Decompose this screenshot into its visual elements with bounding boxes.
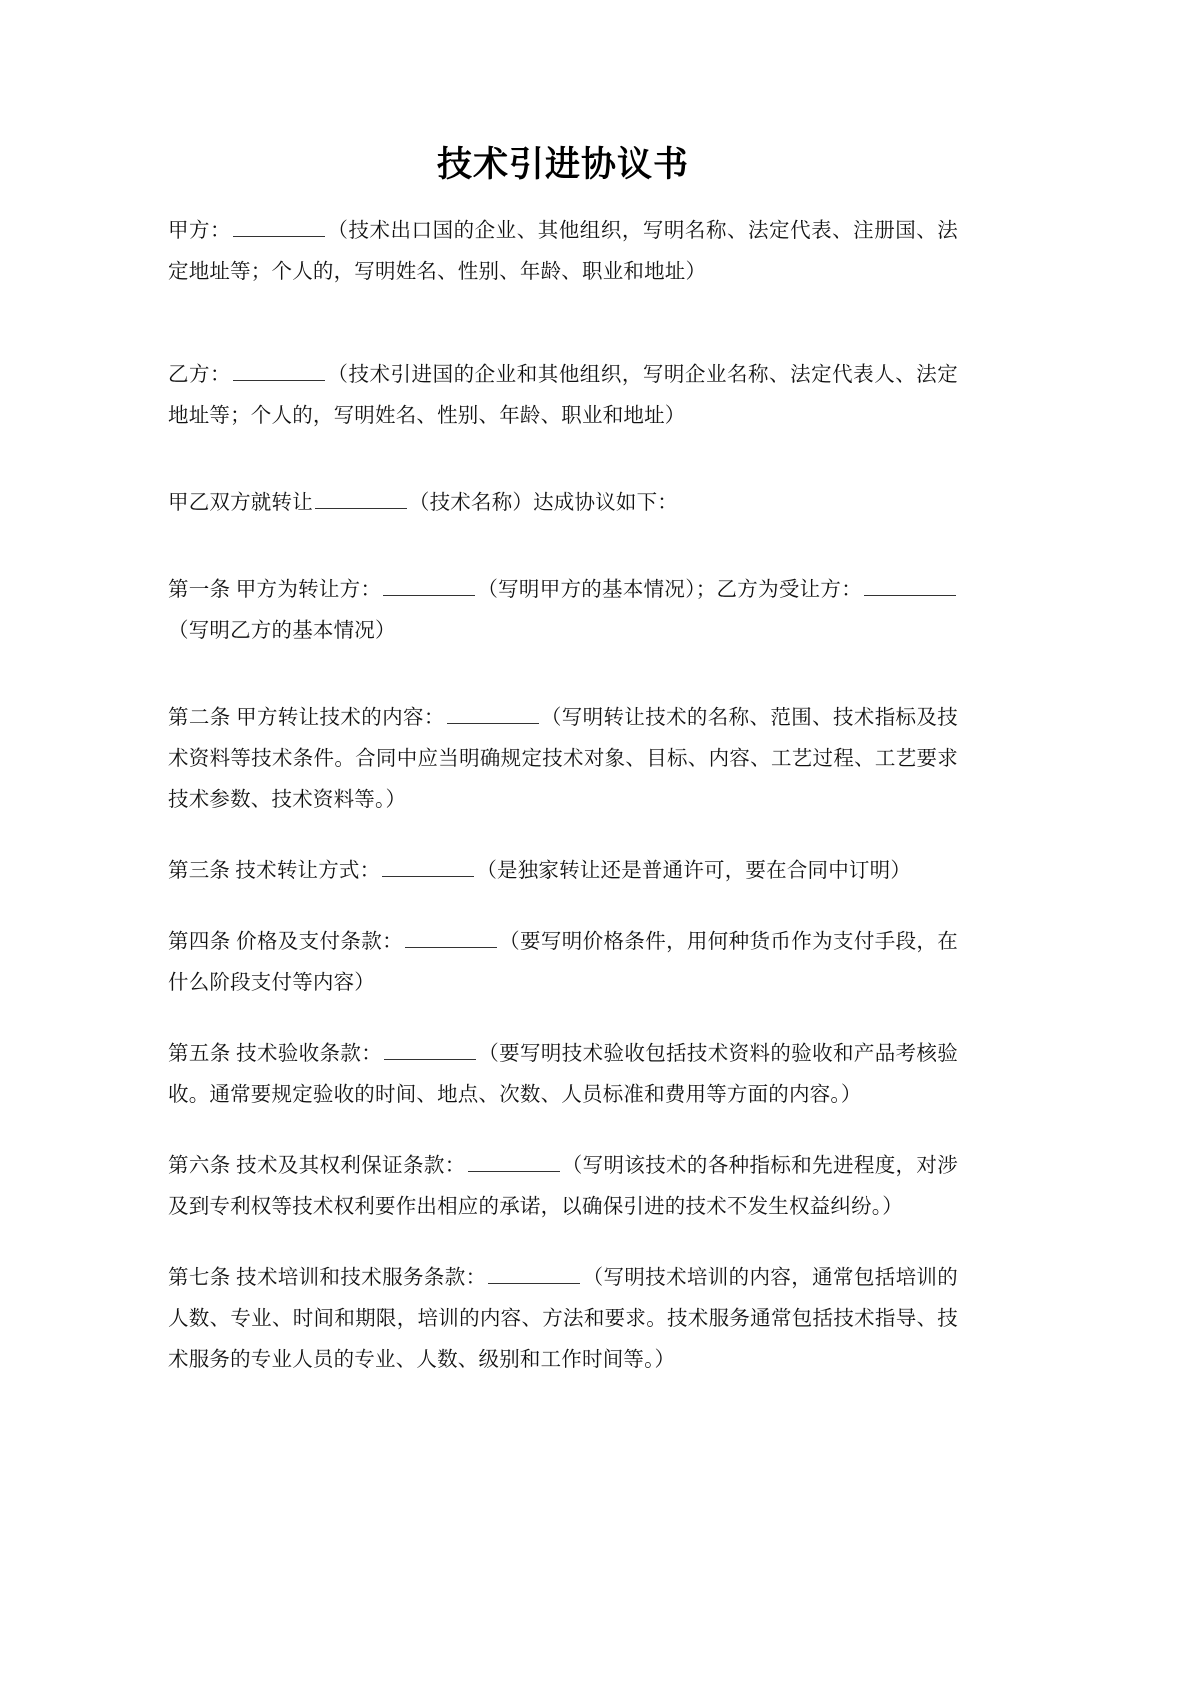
paragraph-text: 甲方： xyxy=(168,220,232,242)
paragraph-party-b xyxy=(168,355,958,437)
spacer xyxy=(168,524,958,570)
paragraph-text: （写明技术培训的内容，通常包括培训的人数、专业、时间和期限，培训的内容、方法和要求。技术服务通常包括技术指导、技术服务的专业人员的专业、人数、级别和工作时间等。） xyxy=(168,1267,958,1371)
fill-in-blank[interactable] xyxy=(382,857,474,877)
paragraph-article-6 xyxy=(168,1146,958,1228)
fill-in-blank[interactable] xyxy=(384,1040,476,1060)
paragraph-article-2 xyxy=(168,698,958,821)
paragraph-preamble xyxy=(168,483,958,524)
paragraph-text: 第一条 甲方为转让方： xyxy=(168,579,382,601)
paragraph-party-a xyxy=(168,211,958,293)
paragraph-article-4 xyxy=(168,922,958,1004)
spacer xyxy=(168,652,958,698)
paragraph-text: 第七条 技术培训和技术服务条款： xyxy=(168,1267,487,1289)
paragraph-text: （写明乙方的基本情况） xyxy=(168,620,396,642)
fill-in-blank[interactable] xyxy=(315,489,407,509)
spacer xyxy=(168,892,958,922)
fill-in-blank[interactable] xyxy=(233,361,325,381)
fill-in-blank[interactable] xyxy=(488,1264,580,1284)
spacer xyxy=(168,1116,958,1146)
paragraph-text: （技术出口国的企业、其他组织，写明名称、法定代表、注册国、法定地址等；个人的，写明姓名、性别、年龄、职业和地址） xyxy=(168,220,958,283)
paragraph-article-5 xyxy=(168,1034,958,1116)
spacer xyxy=(168,437,958,483)
paragraph-text: 第六条 技术及其权利保证条款： xyxy=(168,1155,466,1177)
fill-in-blank[interactable] xyxy=(468,1152,560,1172)
paragraph-text: （技术名称）达成协议如下： xyxy=(408,492,679,514)
spacer xyxy=(168,293,958,355)
spacer xyxy=(168,189,958,211)
paragraph-text: （技术引进国的企业和其他组织，写明企业名称、法定代表人、法定地址等；个人的，写明姓名、性别、年龄、职业和地址） xyxy=(168,364,958,427)
paragraph-text: 乙方： xyxy=(168,364,232,386)
fill-in-blank[interactable] xyxy=(447,704,539,724)
paragraph-text: 第五条 技术验收条款： xyxy=(168,1043,383,1065)
fill-in-blank[interactable] xyxy=(405,928,497,948)
document-body xyxy=(168,0,958,1381)
paragraph-text: （写明转让技术的名称、范围、技术指标及技术资料等技术条件。合同中应当明确规定技术对象、目标、内容、工艺过程、工艺要求技术参数、技术资料等。） xyxy=(168,707,958,811)
spacer xyxy=(168,1228,958,1258)
paragraph-article-3 xyxy=(168,851,958,892)
paragraph-text: （要写明技术验收包括技术资料的验收和产品考核验收。通常要规定验收的时间、地点、次数、人员标准和费用等方面的内容。） xyxy=(168,1043,958,1106)
spacer xyxy=(168,821,958,851)
paragraph-text: 第二条 甲方转让技术的内容： xyxy=(168,707,445,729)
paragraph-text: 第四条 价格及支付条款： xyxy=(168,931,403,953)
paragraph-text: （是独家转让还是普通许可，要在合同中订明） xyxy=(476,860,912,882)
paragraph-text: 第三条 技术转让方式： xyxy=(168,860,381,882)
fill-in-blank[interactable] xyxy=(864,576,956,596)
paragraph-text: （写明该技术的各种指标和先进程度，对涉及到专利权等技术权利要作出相应的承诺，以确保引进的技术不发生权益纠纷。） xyxy=(168,1155,958,1218)
paragraph-text: 甲乙双方就转让 xyxy=(168,492,313,514)
paragraph-article-7 xyxy=(168,1258,958,1381)
paragraph-text: （写明甲方的基本情况）；乙方为受让方： xyxy=(477,579,862,601)
paragraph-text: （要写明价格条件，用何种货币作为支付手段，在什么阶段支付等内容） xyxy=(168,931,958,994)
page-title: 技术引进协议书 xyxy=(436,145,689,184)
fill-in-blank[interactable] xyxy=(233,217,325,237)
spacer xyxy=(168,1004,958,1034)
paragraph-article-1 xyxy=(168,570,958,652)
fill-in-blank[interactable] xyxy=(383,576,475,596)
